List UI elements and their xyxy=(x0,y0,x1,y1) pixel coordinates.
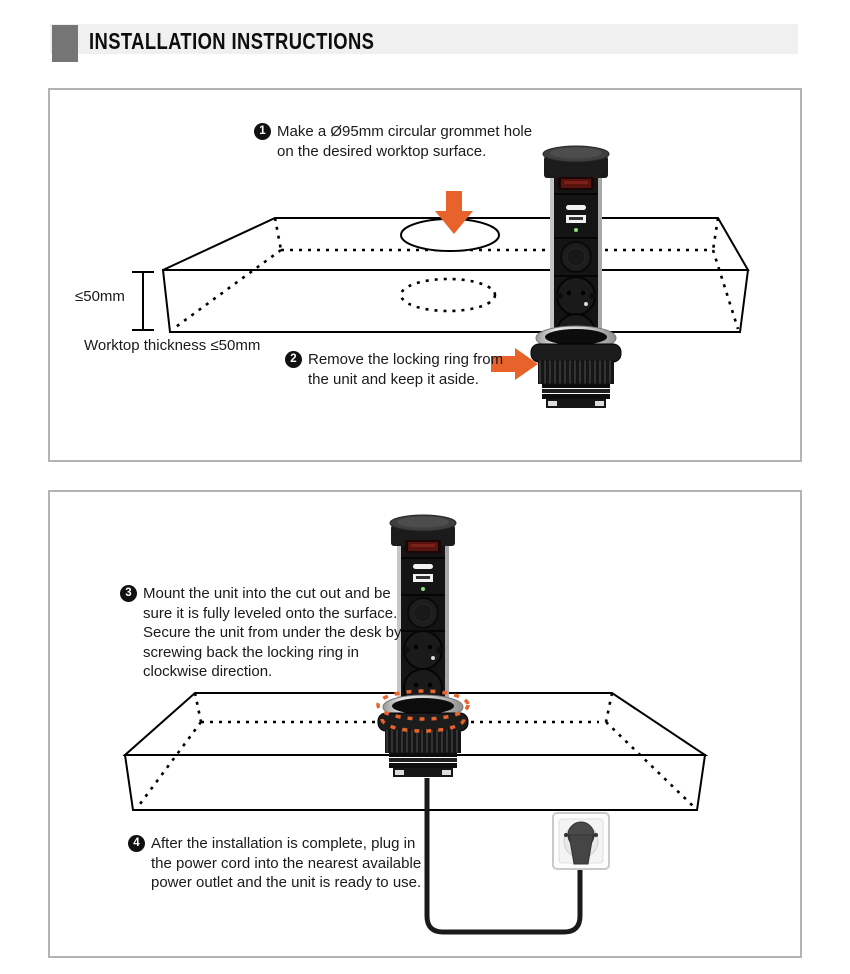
schuko-socket xyxy=(403,631,444,669)
step-3-text: Mount the unit into the cut out and be sure it is fully leveled onto the surface. Secure the unit from under the desk by screwing back the locking ring in clockwise direction. xyxy=(143,585,402,680)
schuko-socket xyxy=(556,277,597,315)
step-4 xyxy=(128,834,421,893)
power-switch xyxy=(405,540,441,553)
page-title: INSTALLATION INSTRUCTIONS xyxy=(89,28,375,54)
usb-c-port xyxy=(413,564,433,569)
step-1-badge: 1 xyxy=(254,123,271,140)
led-indicator xyxy=(574,228,578,232)
panel-step-1-2 xyxy=(48,88,802,462)
round-module xyxy=(408,598,438,628)
power-switch xyxy=(558,177,594,190)
header-square-icon xyxy=(52,25,78,62)
step-1 xyxy=(254,122,532,161)
worktop-note: Worktop thickness ≤50mm xyxy=(84,337,261,354)
step-3-badge: 3 xyxy=(120,585,137,602)
usb-a-port xyxy=(566,215,586,223)
step-2-badge: 2 xyxy=(285,351,302,368)
thickness-bracket xyxy=(132,272,154,330)
step-1-text: Make a Ø95mm circular grommet hole on the desired worktop surface. xyxy=(277,123,533,160)
panel-step-3-4 xyxy=(48,490,802,958)
usb-c-port xyxy=(566,205,586,210)
usb-a-port xyxy=(413,574,433,582)
led-indicator xyxy=(421,587,425,591)
step-4-text: After the installation is complete, plug in the power cord into the nearest available power outlet and the unit is ready to use. xyxy=(151,835,422,891)
locking-ring xyxy=(531,344,621,408)
locking-ring xyxy=(378,713,468,777)
thickness-label: ≤50mm xyxy=(75,288,125,305)
round-module xyxy=(561,242,591,272)
step-4-badge: 4 xyxy=(128,835,145,852)
step-3 xyxy=(120,584,401,682)
step-2-text: Remove the locking ring from the unit and keep it aside. xyxy=(308,351,504,388)
step-2 xyxy=(285,350,503,389)
